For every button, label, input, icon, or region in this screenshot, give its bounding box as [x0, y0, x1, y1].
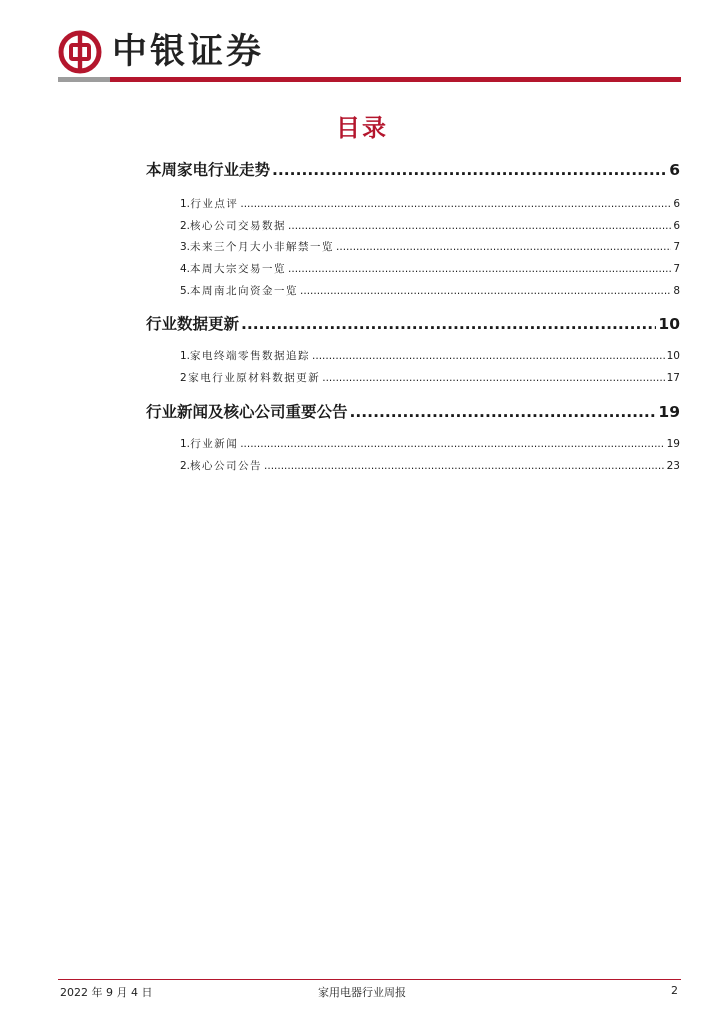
toc-item[interactable] [180, 218, 680, 233]
toc-section-label: 行业新闻及核心公司重要公告 [146, 403, 348, 421]
toc-leader-dots [288, 220, 671, 232]
toc-page-number: 6 [669, 161, 680, 179]
toc-item-number: 1. [180, 438, 191, 450]
toc-page-number: 17 [666, 372, 680, 384]
toc-item-label: 核心公司公告 [190, 460, 263, 472]
footer-date: 2022 年 9 月 4 日 [60, 986, 153, 999]
toc-item-label: 家电终端零售数据追踪 [190, 350, 311, 362]
toc-leader-dots [264, 460, 665, 472]
toc-item-label: 本周南北向资金一览 [190, 285, 299, 297]
toc-leader-dots [336, 241, 671, 253]
toc-leader-dots [240, 438, 664, 450]
footer-report-title: 家用电器行业周报 [318, 986, 406, 999]
toc-page-number: 19 [658, 403, 680, 421]
toc-leader-dots [322, 372, 664, 384]
toc-section-news-announcements[interactable] [146, 400, 680, 422]
toc-item-number: 2. [180, 460, 191, 472]
toc-item[interactable] [180, 239, 680, 254]
toc-page-number: 8 [673, 285, 680, 297]
toc-item-number: 2 [180, 372, 187, 384]
toc-item-label: 家电行业原材料数据更新 [188, 372, 321, 384]
toc-section-label: 行业数据更新 [146, 315, 240, 333]
footer-page-number: 2 [671, 984, 678, 997]
toc-leader-dots [300, 285, 671, 297]
toc-item-number: 1. [180, 198, 191, 210]
toc-item-label: 未来三个月大小非解禁一览 [190, 241, 335, 253]
toc-item[interactable] [180, 261, 680, 276]
toc-page-number: 10 [666, 350, 680, 362]
toc-item-number: 1. [180, 350, 191, 362]
toc-page-number: 10 [658, 315, 680, 333]
header-divider-grey [58, 77, 110, 82]
toc-item-label: 核心公司交易数据 [190, 220, 287, 232]
toc-page-number: 19 [666, 438, 680, 450]
toc-item[interactable] [180, 370, 680, 385]
toc-item[interactable] [180, 458, 680, 473]
toc-section-weekly-trend[interactable] [146, 158, 680, 180]
header-divider-red [110, 77, 681, 82]
toc-item-number: 3. [180, 241, 191, 253]
toc-item[interactable] [180, 436, 680, 451]
toc-item-number: 4. [180, 263, 191, 275]
toc-leader-dots [288, 263, 671, 275]
toc-item[interactable] [180, 196, 680, 211]
toc-item[interactable] [180, 348, 680, 363]
toc-page-number: 6 [673, 198, 680, 210]
toc-leader-dots [272, 161, 667, 179]
footer-divider [58, 979, 681, 980]
toc-page-number: 23 [666, 460, 680, 472]
toc-item[interactable] [180, 283, 680, 298]
toc-section-industry-data[interactable] [146, 312, 680, 334]
page-header [58, 30, 264, 74]
toc-leader-dots [240, 198, 671, 210]
toc-title: 目录 [336, 114, 388, 142]
toc-item-label: 行业新闻 [190, 438, 239, 450]
toc-item-label: 本周大宗交易一览 [190, 263, 287, 275]
brand-name: 中银证券 [112, 31, 265, 72]
header-divider [58, 77, 681, 82]
toc-page-number: 6 [673, 220, 680, 232]
toc-leader-dots [350, 403, 657, 421]
toc-leader-dots [312, 350, 665, 362]
bank-of-china-logo-icon [58, 30, 102, 74]
toc-section-label: 本周家电行业走势 [146, 161, 271, 179]
toc-leader-dots [241, 315, 656, 333]
toc-item-label: 行业点评 [190, 198, 239, 210]
toc-page-number: 7 [673, 241, 680, 253]
toc-item-number: 2. [180, 220, 191, 232]
toc-item-number: 5. [180, 285, 191, 297]
toc-page-number: 7 [673, 263, 680, 275]
